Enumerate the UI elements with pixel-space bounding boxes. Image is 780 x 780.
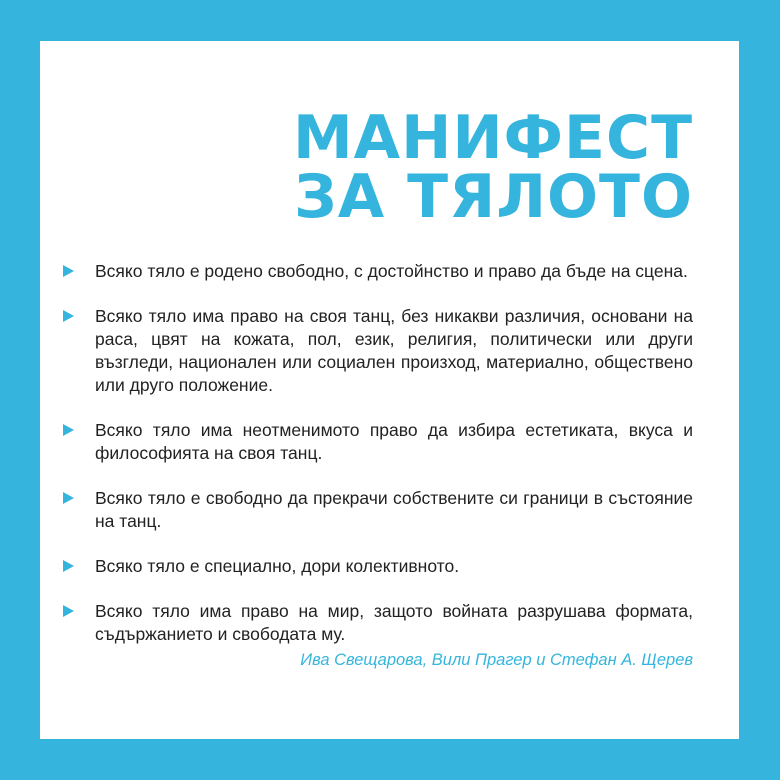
triangle-right-icon <box>63 310 74 322</box>
title-line-2: ЗА ТЯЛОТО <box>294 162 693 232</box>
manifesto-card <box>40 41 739 739</box>
title-line-1: МАНИФЕСТ <box>292 103 693 173</box>
list-item <box>63 555 693 578</box>
list-item-text: Всяко тяло е свободно да прекрачи собствените си граници в състояние на танц. <box>95 488 693 531</box>
list-item <box>63 600 693 646</box>
list-item-text: Всяко тяло има неотменимото право да избира естетиката, вкуса и философията на своя танц. <box>95 420 693 463</box>
triangle-right-icon <box>63 424 74 436</box>
list-item-text: Всяко тяло има право на мир, защото войната разрушава формата, съдържанието и свободата му. <box>95 601 693 644</box>
list-item-text: Всяко тяло има право на своя танц, без никакви различия, основани на раса, цвят на кожата, пол, език, религия, политически или други възгледи, национален или социален произход, материално, обществено или друго положение. <box>95 306 693 395</box>
list-item <box>63 487 693 533</box>
triangle-right-icon <box>63 265 74 277</box>
list-item <box>63 419 693 465</box>
triangle-right-icon <box>63 605 74 617</box>
list-item <box>63 260 693 283</box>
triangle-right-icon <box>63 560 74 572</box>
authors-signature: Ива Свещарова, Вили Прагер и Стефан А. Щерев <box>300 651 693 669</box>
list-item-text: Всяко тяло е специално, дори колективното. <box>95 556 460 576</box>
manifesto-list <box>63 260 693 668</box>
page-title <box>292 103 693 232</box>
triangle-right-icon <box>63 492 74 504</box>
list-item <box>63 305 693 397</box>
list-item-text: Всяко тяло е родено свободно, с достойнство и право да бъде на сцена. <box>95 261 688 281</box>
